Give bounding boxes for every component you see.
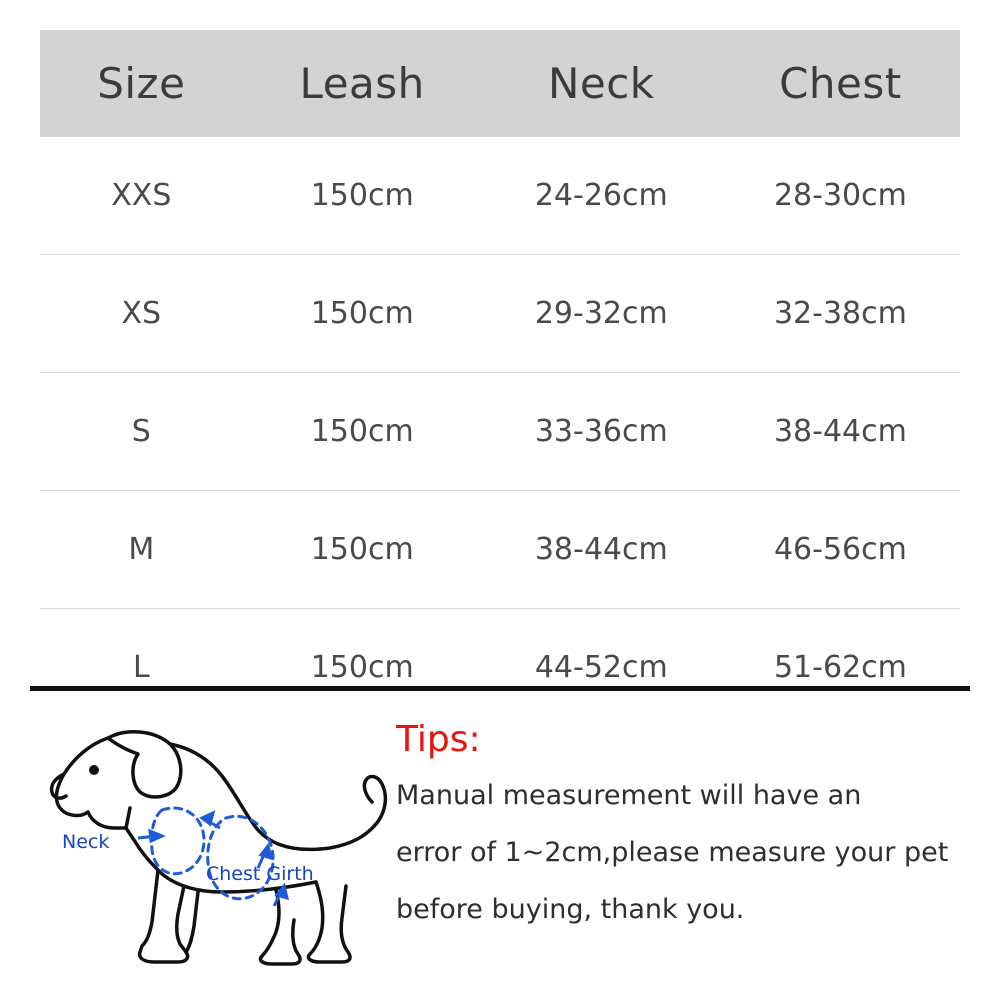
tips-line: error of 1~2cm,please measure your pet bbox=[396, 836, 949, 868]
column-header-neck: Neck bbox=[482, 30, 721, 137]
table-row bbox=[40, 373, 960, 491]
cell-size: M bbox=[40, 491, 243, 609]
cell-size: XS bbox=[40, 255, 243, 373]
size-chart-table bbox=[40, 30, 960, 726]
table-row bbox=[40, 491, 960, 609]
cell-chest: 28-30cm bbox=[721, 137, 960, 255]
cell-leash: 150cm bbox=[243, 255, 482, 373]
cell-leash: 150cm bbox=[243, 137, 482, 255]
cell-size: S bbox=[40, 373, 243, 491]
cell-chest: 32-38cm bbox=[721, 255, 960, 373]
cell-chest: 38-44cm bbox=[721, 373, 960, 491]
tips-section bbox=[0, 695, 1000, 1000]
cell-neck: 38-44cm bbox=[482, 491, 721, 609]
cell-leash: 150cm bbox=[243, 491, 482, 609]
tips-text-block bbox=[396, 720, 976, 953]
table-header bbox=[40, 30, 960, 137]
cell-size: L bbox=[132, 650, 150, 685]
cell-neck: 29-32cm bbox=[482, 255, 721, 373]
cell-chest: 51-62cm bbox=[773, 650, 907, 685]
cell-leash: 150cm bbox=[310, 650, 414, 685]
cell-chest: 46-56cm bbox=[721, 491, 960, 609]
chest-girth-label-text: Chest Girth bbox=[206, 863, 314, 885]
column-header-size: Size bbox=[40, 30, 243, 137]
table-header-row bbox=[40, 30, 960, 137]
column-header-chest: Chest bbox=[721, 30, 960, 137]
tips-title: Tips: bbox=[396, 719, 481, 760]
section-divider bbox=[30, 686, 970, 691]
cell-neck: 24-26cm bbox=[482, 137, 721, 255]
neck-label-text: Neck bbox=[62, 831, 110, 853]
cell-leash: 150cm bbox=[243, 373, 482, 491]
table-body bbox=[40, 137, 960, 726]
tips-line: before buying, thank you. bbox=[396, 893, 745, 925]
cell-size: XXS bbox=[40, 137, 243, 255]
cell-neck: 44-52cm bbox=[534, 650, 668, 685]
table-row bbox=[40, 137, 960, 255]
column-header-leash: Leash bbox=[243, 30, 482, 137]
dog-measurement-diagram bbox=[30, 700, 390, 990]
table-row bbox=[40, 255, 960, 373]
cell-neck: 33-36cm bbox=[482, 373, 721, 491]
tips-line: Manual measurement will have an bbox=[396, 779, 862, 811]
